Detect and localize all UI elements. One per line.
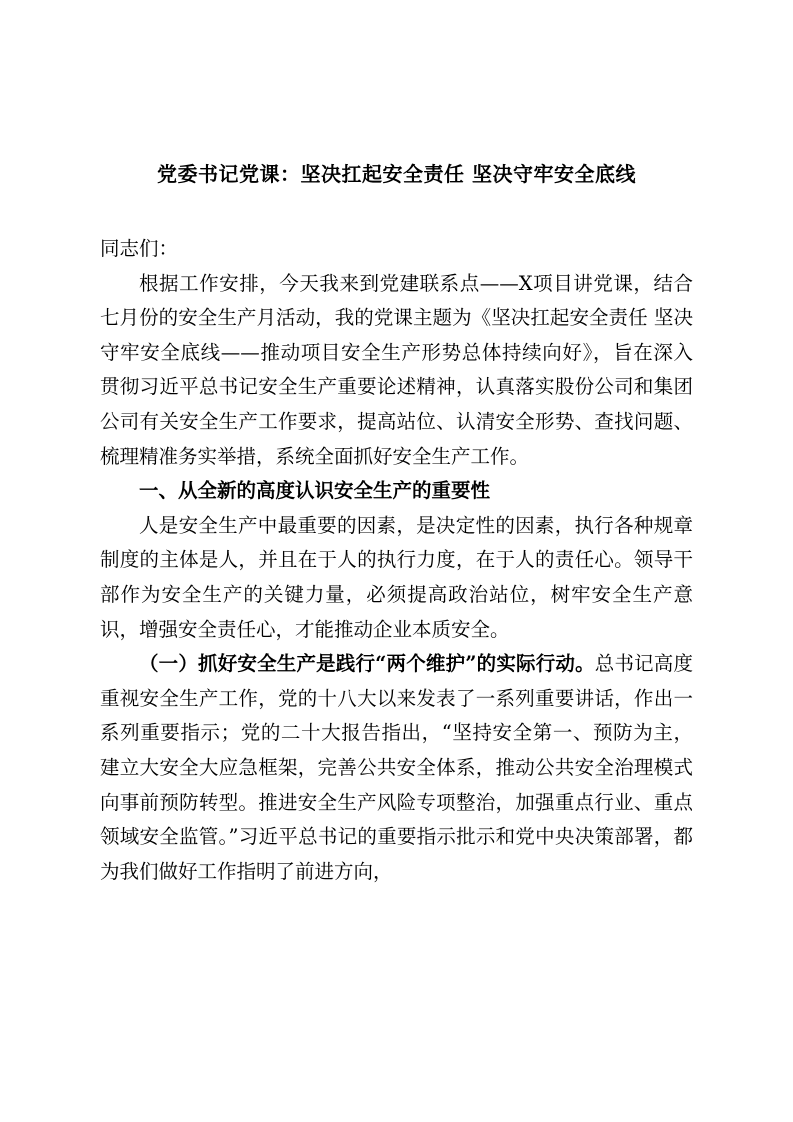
document-body — [100, 232, 693, 889]
subsection-heading-1: （一）抓好安全生产是践行“两个维护”的实际行动。 — [139, 652, 595, 676]
subsection-text-1: 总书记高度重视安全生产工作，党的十八大以来发表了一系列重要讲话，作出一系列重要指示；党的二十大报告指出，“坚持安全第一、预防为主，建立大安全大应急框架，完善公共安全体系，推动公共安全治理模式向事前预防转型。推进安全生产风险专项整治，加强重点行业、重点领域安全监管。”习近平总书记的重要指示批示和党中央决策部署，都为我们做好工作指明了前进方向， — [100, 652, 693, 883]
paragraph-intro: 根据工作安排，今天我来到党建联系点——X项目讲党课，结合七月份的安全生产月活动，我的党课主题为《坚决扛起安全责任 坚决守牢安全底线——推动项目安全生产形势总体持续向好》，旨在深入贯彻习近平总书记安全生产重要论述精神，认真落实股份公司和集团公司有关安全生产工作要求，提高站位、认清安全形势、查找问题、梳理精准务实举措，系统全面抓好安全生产工作。 — [100, 271, 693, 468]
paragraph-subsection-1 — [100, 647, 693, 889]
paragraph-section-1: 人是安全生产中最重要的因素，是决定性的因素，执行各种规章制度的主体是人，并且在于人的执行力度，在于人的责任心。领导干部作为安全生产的关键力量，必须提高政治站位，树牢安全生产意识，增强安全责任心，才能推动企业本质安全。 — [100, 513, 693, 641]
document-title: 党委书记党课：坚决扛起安全责任 坚决守牢安全底线 — [157, 162, 636, 186]
salutation: 同志们： — [100, 237, 179, 260]
section-heading-1: 一、从全新的高度认识安全生产的重要性 — [139, 479, 491, 503]
